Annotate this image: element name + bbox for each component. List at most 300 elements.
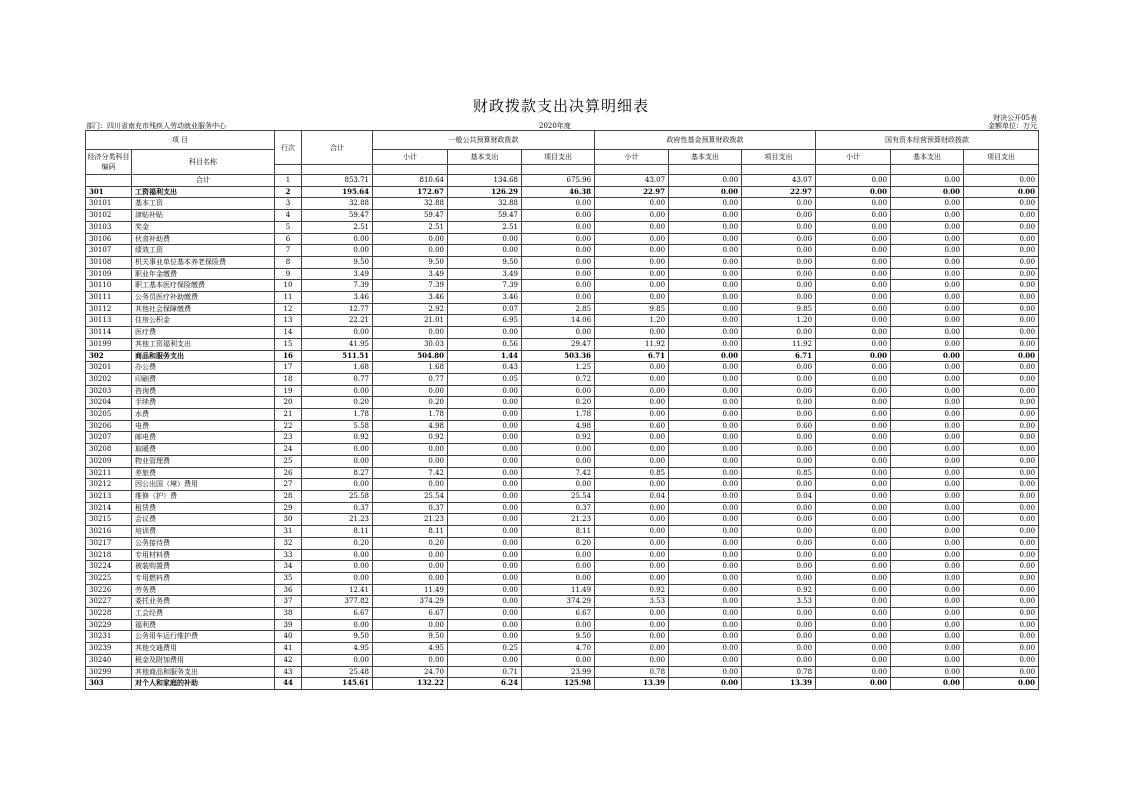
table-row bbox=[86, 432, 1039, 444]
row-item-name: 津贴补贴 bbox=[132, 210, 275, 222]
row-code: 30204 bbox=[86, 397, 132, 409]
row-amount: 0.00 bbox=[742, 362, 816, 374]
row-amount: 0.20 bbox=[373, 397, 448, 409]
row-amount: 32.88 bbox=[448, 198, 522, 210]
row-amount: 2.85 bbox=[522, 303, 595, 315]
row-amount: 3.49 bbox=[302, 268, 373, 280]
row-item-name: 水费 bbox=[132, 409, 275, 421]
row-amount: 0.00 bbox=[373, 479, 448, 491]
row-amount: 0.00 bbox=[595, 479, 669, 491]
row-amount: 0.00 bbox=[964, 619, 1039, 631]
row-amount: 0.00 bbox=[816, 175, 891, 187]
table-row bbox=[86, 444, 1039, 456]
row-amount: 0.00 bbox=[742, 502, 816, 514]
row-amount: 511.51 bbox=[302, 350, 373, 362]
row-amount: 0.00 bbox=[448, 397, 522, 409]
row-code: 30199 bbox=[86, 338, 132, 350]
row-amount: 0.60 bbox=[595, 420, 669, 432]
row-amount: 0.00 bbox=[669, 467, 742, 479]
row-item-name: 委托业务费 bbox=[132, 596, 275, 608]
table-row bbox=[86, 373, 1039, 385]
row-amount: 11.49 bbox=[373, 584, 448, 596]
row-line-number: 10 bbox=[275, 280, 302, 292]
row-amount: 0.00 bbox=[522, 572, 595, 584]
row-item-name: 医疗费 bbox=[132, 327, 275, 339]
row-amount: 0.00 bbox=[522, 654, 595, 666]
row-amount: 374.29 bbox=[373, 596, 448, 608]
row-amount: 0.00 bbox=[595, 572, 669, 584]
row-code: 30202 bbox=[86, 373, 132, 385]
row-amount: 0.72 bbox=[522, 373, 595, 385]
row-amount: 0.00 bbox=[669, 596, 742, 608]
row-amount: 132.22 bbox=[373, 678, 448, 690]
row-amount: 0.00 bbox=[448, 537, 522, 549]
row-amount: 0.92 bbox=[373, 432, 448, 444]
row-amount: 0.00 bbox=[964, 350, 1039, 362]
table-row bbox=[86, 175, 1039, 187]
row-amount: 0.00 bbox=[302, 444, 373, 456]
row-amount: 0.00 bbox=[816, 198, 891, 210]
row-amount: 0.00 bbox=[891, 561, 964, 573]
row-amount: 32.88 bbox=[373, 198, 448, 210]
table-row bbox=[86, 221, 1039, 233]
row-amount: 0.00 bbox=[522, 198, 595, 210]
row-code: 30216 bbox=[86, 526, 132, 538]
row-code: 30207 bbox=[86, 432, 132, 444]
row-item-name: 职业年金缴费 bbox=[132, 268, 275, 280]
header-spacer bbox=[448, 165, 522, 175]
row-item-name: 福利费 bbox=[132, 619, 275, 631]
row-amount: 0.00 bbox=[595, 210, 669, 222]
row-amount: 0.00 bbox=[816, 479, 891, 491]
row-amount: 0.00 bbox=[669, 666, 742, 678]
row-amount: 0.00 bbox=[522, 444, 595, 456]
row-amount: 0.00 bbox=[595, 526, 669, 538]
row-amount: 0.00 bbox=[669, 198, 742, 210]
table-row bbox=[86, 303, 1039, 315]
row-amount: 0.00 bbox=[964, 537, 1039, 549]
row-code: 30110 bbox=[86, 280, 132, 292]
row-amount: 0.00 bbox=[742, 619, 816, 631]
row-amount: 0.00 bbox=[816, 327, 891, 339]
row-amount: 8.11 bbox=[302, 526, 373, 538]
row-amount: 0.00 bbox=[964, 315, 1039, 327]
row-amount: 0.00 bbox=[742, 233, 816, 245]
row-amount: 22.21 bbox=[302, 315, 373, 327]
row-amount: 0.37 bbox=[522, 502, 595, 514]
table-row bbox=[86, 362, 1039, 374]
table-row bbox=[86, 455, 1039, 467]
row-amount: 0.00 bbox=[669, 245, 742, 257]
table-row bbox=[86, 549, 1039, 561]
row-amount: 0.00 bbox=[669, 233, 742, 245]
row-amount: 0.00 bbox=[302, 233, 373, 245]
row-amount: 0.00 bbox=[742, 397, 816, 409]
row-code: 30231 bbox=[86, 631, 132, 643]
row-amount: 0.00 bbox=[595, 619, 669, 631]
row-amount: 0.00 bbox=[595, 654, 669, 666]
row-amount: 0.00 bbox=[373, 561, 448, 573]
table-row bbox=[86, 502, 1039, 514]
row-amount: 3.49 bbox=[448, 268, 522, 280]
row-line-number: 16 bbox=[275, 350, 302, 362]
row-amount: 0.00 bbox=[448, 385, 522, 397]
row-code: 30206 bbox=[86, 420, 132, 432]
row-code: 30112 bbox=[86, 303, 132, 315]
row-amount: 0.00 bbox=[669, 490, 742, 502]
table-row bbox=[86, 537, 1039, 549]
row-amount: 0.00 bbox=[816, 432, 891, 444]
row-amount: 0.00 bbox=[669, 502, 742, 514]
row-amount: 0.00 bbox=[595, 373, 669, 385]
row-amount: 0.00 bbox=[742, 221, 816, 233]
row-amount: 0.00 bbox=[891, 514, 964, 526]
row-amount: 4.98 bbox=[522, 420, 595, 432]
row-amount: 0.00 bbox=[742, 280, 816, 292]
row-amount: 0.00 bbox=[669, 268, 742, 280]
row-line-number: 44 bbox=[275, 678, 302, 690]
header-spacer bbox=[302, 165, 373, 175]
row-amount: 0.00 bbox=[964, 327, 1039, 339]
row-amount: 14.06 bbox=[522, 315, 595, 327]
row-amount: 0.00 bbox=[522, 385, 595, 397]
header-general-budget: 一般公共预算财政拨款 bbox=[373, 131, 595, 150]
row-amount: 0.00 bbox=[891, 631, 964, 643]
row-amount: 0.00 bbox=[669, 514, 742, 526]
row-item-name: 被装购置费 bbox=[132, 561, 275, 573]
row-amount: 0.00 bbox=[891, 233, 964, 245]
row-amount: 13.39 bbox=[742, 678, 816, 690]
row-amount: 0.00 bbox=[522, 327, 595, 339]
header-gov-fund: 政府性基金预算财政拨款 bbox=[595, 131, 816, 150]
row-line-number: 34 bbox=[275, 561, 302, 573]
row-amount: 0.00 bbox=[964, 385, 1039, 397]
header-total: 合计 bbox=[302, 131, 373, 165]
row-code: 30214 bbox=[86, 502, 132, 514]
row-amount: 0.00 bbox=[302, 572, 373, 584]
row-amount: 0.00 bbox=[816, 362, 891, 374]
row-line-number: 17 bbox=[275, 362, 302, 374]
row-amount: 0.00 bbox=[816, 397, 891, 409]
row-amount: 675.96 bbox=[522, 175, 595, 187]
row-amount: 21.01 bbox=[373, 315, 448, 327]
row-amount: 0.00 bbox=[964, 596, 1039, 608]
row-amount: 0.00 bbox=[891, 537, 964, 549]
row-amount: 0.00 bbox=[302, 385, 373, 397]
row-amount: 25.58 bbox=[302, 490, 373, 502]
row-amount: 0.00 bbox=[595, 409, 669, 421]
row-amount: 0.00 bbox=[964, 572, 1039, 584]
row-line-number: 8 bbox=[275, 256, 302, 268]
row-line-number: 42 bbox=[275, 654, 302, 666]
table-row bbox=[86, 198, 1039, 210]
row-amount: 0.00 bbox=[669, 397, 742, 409]
row-amount: 0.00 bbox=[742, 549, 816, 561]
row-amount: 853.71 bbox=[302, 175, 373, 187]
row-amount: 0.00 bbox=[522, 245, 595, 257]
row-amount: 0.25 bbox=[448, 643, 522, 655]
row-amount: 11.49 bbox=[522, 584, 595, 596]
row-amount: 0.00 bbox=[964, 561, 1039, 573]
row-amount: 0.00 bbox=[669, 608, 742, 620]
row-line-number: 27 bbox=[275, 479, 302, 491]
row-amount: 0.00 bbox=[669, 373, 742, 385]
table-row bbox=[86, 561, 1039, 573]
row-amount: 0.00 bbox=[891, 572, 964, 584]
row-line-number: 26 bbox=[275, 467, 302, 479]
row-amount: 0.00 bbox=[669, 210, 742, 222]
row-code: 30225 bbox=[86, 572, 132, 584]
row-amount: 0.00 bbox=[522, 455, 595, 467]
row-amount: 0.20 bbox=[302, 537, 373, 549]
row-amount: 4.95 bbox=[302, 643, 373, 655]
row-line-number: 12 bbox=[275, 303, 302, 315]
row-amount: 0.00 bbox=[742, 198, 816, 210]
row-amount: 0.00 bbox=[448, 596, 522, 608]
row-amount: 9.85 bbox=[595, 303, 669, 315]
row-amount: 7.39 bbox=[448, 280, 522, 292]
row-amount: 8.11 bbox=[373, 526, 448, 538]
row-code: 30227 bbox=[86, 596, 132, 608]
row-amount: 0.00 bbox=[816, 596, 891, 608]
row-code: 30240 bbox=[86, 654, 132, 666]
row-amount: 8.11 bbox=[522, 526, 595, 538]
row-amount: 0.00 bbox=[964, 245, 1039, 257]
row-amount: 0.00 bbox=[448, 432, 522, 444]
table-row bbox=[86, 490, 1039, 502]
row-amount: 0.92 bbox=[595, 584, 669, 596]
row-code: 30208 bbox=[86, 444, 132, 456]
row-code: 30106 bbox=[86, 233, 132, 245]
row-item-name: 取暖费 bbox=[132, 444, 275, 456]
row-amount: 1.78 bbox=[302, 409, 373, 421]
row-amount: 0.00 bbox=[816, 350, 891, 362]
table-row bbox=[86, 338, 1039, 350]
row-amount: 0.00 bbox=[816, 467, 891, 479]
row-amount: 0.00 bbox=[964, 608, 1039, 620]
header-spacer bbox=[595, 165, 669, 175]
row-amount: 0.00 bbox=[302, 549, 373, 561]
row-amount: 0.00 bbox=[669, 549, 742, 561]
row-amount: 0.00 bbox=[964, 221, 1039, 233]
row-amount: 21.23 bbox=[373, 514, 448, 526]
row-amount: 59.47 bbox=[302, 210, 373, 222]
row-amount: 0.00 bbox=[816, 303, 891, 315]
row-amount: 0.00 bbox=[742, 292, 816, 304]
table-row bbox=[86, 327, 1039, 339]
row-amount: 0.00 bbox=[595, 221, 669, 233]
row-amount: 0.00 bbox=[964, 210, 1039, 222]
row-amount: 0.00 bbox=[742, 385, 816, 397]
row-amount: 0.00 bbox=[891, 397, 964, 409]
row-amount: 0.00 bbox=[816, 678, 891, 690]
header-spacer bbox=[816, 165, 891, 175]
table-row bbox=[86, 666, 1039, 678]
row-amount: 0.00 bbox=[891, 643, 964, 655]
row-amount: 0.00 bbox=[448, 233, 522, 245]
row-line-number: 29 bbox=[275, 502, 302, 514]
header-spacer bbox=[373, 165, 448, 175]
row-code: 30218 bbox=[86, 549, 132, 561]
row-amount: 172.67 bbox=[373, 186, 448, 198]
row-amount: 0.00 bbox=[891, 327, 964, 339]
row-amount: 0.00 bbox=[891, 280, 964, 292]
row-amount: 6.95 bbox=[448, 315, 522, 327]
header-spacer bbox=[669, 165, 742, 175]
row-amount: 0.00 bbox=[669, 455, 742, 467]
row-amount: 0.00 bbox=[964, 631, 1039, 643]
row-item-name: 职工基本医疗保险缴费 bbox=[132, 280, 275, 292]
row-amount: 1.78 bbox=[373, 409, 448, 421]
header-econ-code: 经济分类科目编码 bbox=[86, 150, 132, 175]
row-amount: 0.00 bbox=[742, 608, 816, 620]
row-amount: 0.00 bbox=[302, 561, 373, 573]
row-amount: 9.85 bbox=[742, 303, 816, 315]
row-amount: 3.53 bbox=[595, 596, 669, 608]
row-item-name: 维修（护）费 bbox=[132, 490, 275, 502]
row-amount: 0.00 bbox=[964, 303, 1039, 315]
header-spacer bbox=[964, 165, 1039, 175]
row-amount: 0.00 bbox=[302, 245, 373, 257]
row-amount: 810.64 bbox=[373, 175, 448, 187]
row-item-name: 住房公积金 bbox=[132, 315, 275, 327]
row-amount: 0.00 bbox=[522, 268, 595, 280]
row-amount: 0.85 bbox=[595, 467, 669, 479]
row-amount: 0.00 bbox=[816, 455, 891, 467]
table-row bbox=[86, 268, 1039, 280]
row-amount: 0.00 bbox=[742, 631, 816, 643]
row-amount: 0.00 bbox=[448, 479, 522, 491]
row-item-name: 邮电费 bbox=[132, 432, 275, 444]
table-row bbox=[86, 409, 1039, 421]
table-header bbox=[86, 131, 1039, 175]
row-amount: 0.00 bbox=[595, 514, 669, 526]
row-amount: 0.00 bbox=[964, 292, 1039, 304]
row-item-name: 绩效工资 bbox=[132, 245, 275, 257]
row-amount: 0.00 bbox=[742, 561, 816, 573]
row-amount: 0.00 bbox=[742, 327, 816, 339]
row-amount: 0.00 bbox=[373, 572, 448, 584]
row-amount: 2.51 bbox=[373, 221, 448, 233]
row-amount: 0.00 bbox=[964, 479, 1039, 491]
row-amount: 0.00 bbox=[742, 245, 816, 257]
row-amount: 0.00 bbox=[669, 303, 742, 315]
row-amount: 0.00 bbox=[595, 280, 669, 292]
row-item-name: 因公出国（境）费用 bbox=[132, 479, 275, 491]
row-line-number: 38 bbox=[275, 608, 302, 620]
header-state-capital: 国有资本经营预算财政拨款 bbox=[816, 131, 1039, 150]
row-amount: 0.00 bbox=[816, 490, 891, 502]
row-amount: 0.00 bbox=[448, 619, 522, 631]
row-amount: 0.00 bbox=[891, 186, 964, 198]
header-project: 项 目 bbox=[86, 131, 275, 150]
table-row bbox=[86, 256, 1039, 268]
row-amount: 0.04 bbox=[595, 490, 669, 502]
table-row bbox=[86, 596, 1039, 608]
row-amount: 0.00 bbox=[891, 608, 964, 620]
row-amount: 59.47 bbox=[448, 210, 522, 222]
table-body bbox=[86, 175, 1039, 690]
row-line-number: 14 bbox=[275, 327, 302, 339]
row-amount: 22.97 bbox=[595, 186, 669, 198]
row-item-name: 税金及附加费用 bbox=[132, 654, 275, 666]
row-item-name: 工会经费 bbox=[132, 608, 275, 620]
row-code: 30102 bbox=[86, 210, 132, 222]
row-line-number: 24 bbox=[275, 444, 302, 456]
row-amount: 0.00 bbox=[669, 420, 742, 432]
row-amount: 59.47 bbox=[373, 210, 448, 222]
header-subtotal: 小计 bbox=[816, 150, 891, 165]
row-amount: 0.00 bbox=[742, 479, 816, 491]
row-line-number: 36 bbox=[275, 584, 302, 596]
row-amount: 0.00 bbox=[595, 198, 669, 210]
row-line-number: 4 bbox=[275, 210, 302, 222]
row-amount: 0.77 bbox=[373, 373, 448, 385]
row-code: 302 bbox=[86, 350, 132, 362]
row-amount: 6.67 bbox=[522, 608, 595, 620]
row-amount: 0.00 bbox=[742, 432, 816, 444]
row-amount: 0.00 bbox=[669, 292, 742, 304]
row-amount: 0.00 bbox=[742, 654, 816, 666]
row-item-name: 工资福利支出 bbox=[132, 186, 275, 198]
row-amount: 0.00 bbox=[891, 666, 964, 678]
row-item-name: 印刷费 bbox=[132, 373, 275, 385]
row-amount: 0.00 bbox=[595, 245, 669, 257]
row-amount: 0.00 bbox=[742, 526, 816, 538]
row-amount: 6.67 bbox=[302, 608, 373, 620]
row-amount: 3.46 bbox=[373, 292, 448, 304]
header-subtotal: 小计 bbox=[595, 150, 669, 165]
row-amount: 0.00 bbox=[448, 526, 522, 538]
row-amount: 0.00 bbox=[448, 561, 522, 573]
row-amount: 0.92 bbox=[742, 584, 816, 596]
amount-unit: 金额单位：万元 bbox=[988, 122, 1037, 130]
row-amount: 0.00 bbox=[964, 666, 1039, 678]
row-amount: 0.00 bbox=[595, 385, 669, 397]
row-amount: 0.00 bbox=[669, 315, 742, 327]
row-line-number: 41 bbox=[275, 643, 302, 655]
row-code: 30108 bbox=[86, 256, 132, 268]
row-line-number: 3 bbox=[275, 198, 302, 210]
row-item-name: 公务员医疗补助缴费 bbox=[132, 292, 275, 304]
header-spacer bbox=[742, 165, 816, 175]
row-amount: 11.92 bbox=[742, 338, 816, 350]
row-amount: 0.00 bbox=[816, 631, 891, 643]
row-amount: 0.00 bbox=[373, 385, 448, 397]
table-row bbox=[86, 467, 1039, 479]
row-amount: 0.00 bbox=[595, 549, 669, 561]
row-amount: 0.20 bbox=[302, 397, 373, 409]
row-amount: 0.78 bbox=[595, 666, 669, 678]
row-amount: 0.00 bbox=[816, 338, 891, 350]
row-line-number: 1 bbox=[275, 175, 302, 187]
table-row bbox=[86, 397, 1039, 409]
row-item-name: 差旅费 bbox=[132, 467, 275, 479]
row-amount: 32.88 bbox=[302, 198, 373, 210]
row-amount: 0.00 bbox=[964, 256, 1039, 268]
header-item-name: 科目名称 bbox=[132, 150, 275, 175]
row-code: 30212 bbox=[86, 479, 132, 491]
row-amount: 23.99 bbox=[522, 666, 595, 678]
row-amount: 0.00 bbox=[669, 175, 742, 187]
row-amount: 0.00 bbox=[891, 373, 964, 385]
row-amount: 0.00 bbox=[742, 268, 816, 280]
row-amount: 0.00 bbox=[816, 373, 891, 385]
row-amount: 0.00 bbox=[891, 198, 964, 210]
row-code: 30299 bbox=[86, 666, 132, 678]
row-item-name: 劳务费 bbox=[132, 584, 275, 596]
table-row bbox=[86, 631, 1039, 643]
